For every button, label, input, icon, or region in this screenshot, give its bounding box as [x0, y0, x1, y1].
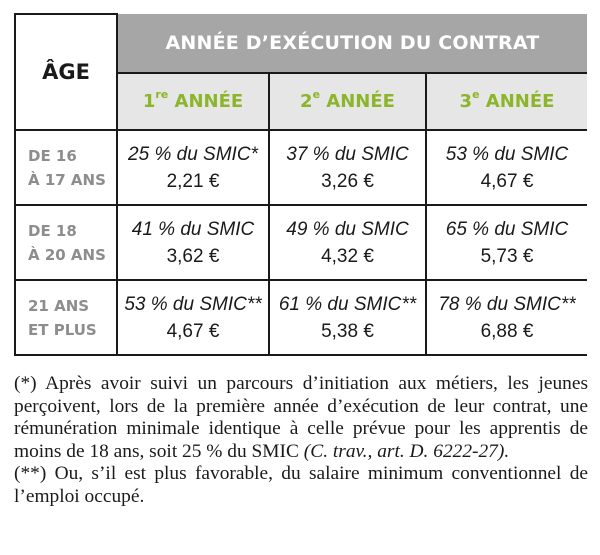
footnote-1 [14, 373, 588, 463]
cell-amount: 6,88 € [480, 320, 534, 342]
footnote-1-reference: (C. trav., art. D. 6222-27). [303, 440, 510, 462]
year-3-label: ANNÉE [479, 91, 555, 113]
table-cell [117, 280, 269, 355]
year-3-sup: e [472, 88, 480, 102]
year-3-num: 3 [459, 91, 473, 113]
table-header-row [15, 14, 587, 73]
footnote-1-text: (*) Après avoir suivi un parcours d’initiation aux métiers, les jeunes perçoivent, lors de la première année d’exécution de leur contrat, une rémunération minimale identique à celle prévue pour les apprentis de moins de 18 ans, soit 25 % du SMIC [14, 373, 588, 462]
cell-amount: 3,62 € [166, 245, 220, 267]
remuneration-table-container [14, 13, 586, 356]
table-cell [426, 130, 587, 205]
age-label-line1: DE 16 [28, 146, 77, 165]
age-label-18-20 [15, 205, 117, 280]
table-cell [269, 205, 426, 280]
cell-percentage: 53 % du SMIC [445, 143, 569, 165]
footnotes [14, 373, 588, 508]
year-1-num: 1 [142, 91, 156, 113]
cell-amount: 5,73 € [480, 245, 534, 267]
cell-percentage: 25 % du SMIC* [128, 143, 258, 165]
table-cell [117, 205, 269, 280]
year-1-sup: re [155, 88, 169, 102]
cell-percentage: 78 % du SMIC** [438, 293, 576, 315]
table-row [15, 280, 587, 355]
year-1-header [117, 73, 269, 131]
age-label-line2: À 17 ANS [28, 170, 106, 189]
cell-percentage: 65 % du SMIC [445, 218, 569, 240]
cell-percentage: 37 % du SMIC [286, 143, 409, 165]
cell-amount: 5,38 € [321, 320, 374, 342]
year-2-header [269, 73, 426, 131]
table-cell [269, 280, 426, 355]
cell-amount: 4,32 € [321, 245, 374, 267]
table-cell [426, 205, 587, 280]
remuneration-table [14, 13, 587, 356]
age-column-header: ÂGE [15, 14, 117, 130]
cell-amount: 3,26 € [321, 170, 374, 192]
table-row [15, 130, 587, 205]
footnote-2: (**) Ou, s’il est plus favorable, du salaire minimum conventionnel de l’emploi occupé. [14, 463, 588, 507]
age-label-16-17 [15, 130, 117, 205]
cell-amount: 2,21 € [166, 170, 220, 192]
cell-amount: 4,67 € [480, 170, 534, 192]
year-2-label: ANNÉE [320, 91, 395, 113]
age-label-line2: À 20 ANS [28, 245, 106, 264]
year-1-label: ANNÉE [168, 91, 244, 113]
age-label-line1: DE 18 [28, 221, 77, 240]
contract-year-header: ANNÉE D’EXÉCUTION DU CONTRAT [117, 14, 587, 73]
year-3-header [426, 73, 587, 131]
table-cell [117, 130, 269, 205]
year-2-num: 2 [300, 91, 313, 113]
age-label-21-plus [15, 280, 117, 355]
table-row [15, 205, 587, 280]
age-label-line1: 21 ANS [28, 296, 90, 315]
age-label-line2: ET PLUS [28, 320, 97, 339]
cell-percentage: 49 % du SMIC [286, 218, 409, 240]
table-cell [269, 130, 426, 205]
cell-percentage: 53 % du SMIC** [124, 293, 262, 315]
cell-percentage: 61 % du SMIC** [278, 293, 417, 315]
table-cell [426, 280, 587, 355]
cell-amount: 4,67 € [166, 320, 220, 342]
cell-percentage: 41 % du SMIC [131, 218, 255, 240]
year-2-sup: e [312, 88, 321, 102]
